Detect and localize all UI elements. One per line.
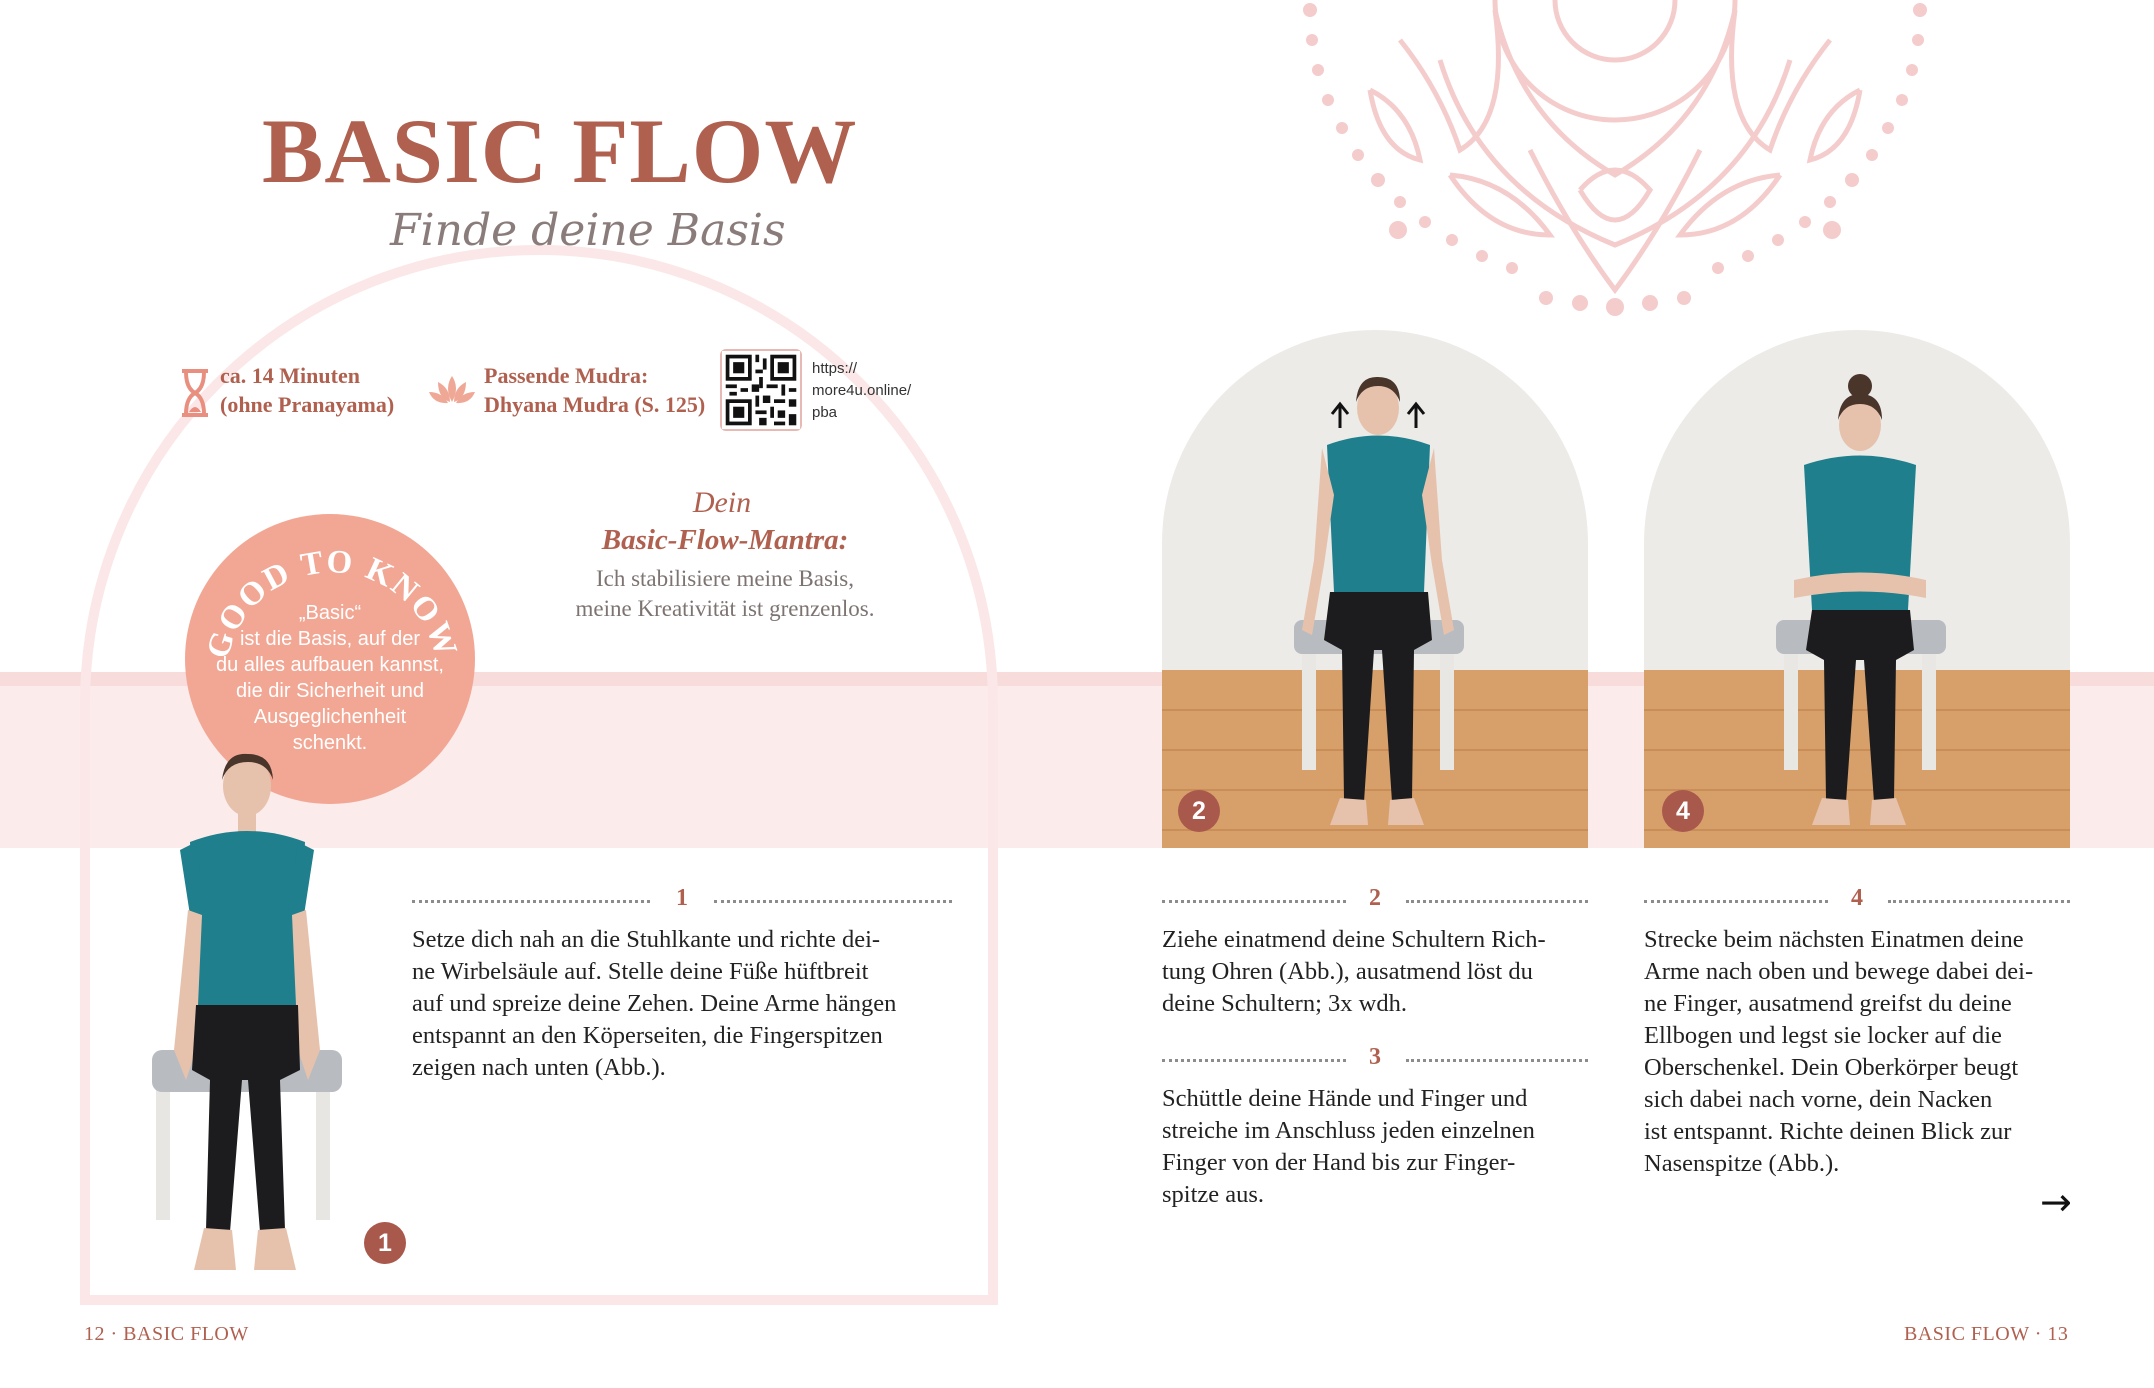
step-4-line-6: sich dabei nach vorne, dein Nacken	[1644, 1086, 1993, 1113]
step-1-line-3: auf und spreize deine Zehen. Deine Arme hängen	[412, 990, 897, 1017]
url-line-1: https://	[812, 360, 858, 377]
gtk-line-4: die dir Sicherheit und	[236, 680, 424, 702]
step-3-text	[1162, 1083, 1535, 1211]
step-2-number: 2	[1369, 885, 1381, 911]
mudra-line-1: Passende Mudra:	[484, 363, 649, 388]
url-line-3: pba	[812, 404, 838, 421]
step-2-line-1: Ziehe einatmend deine Schultern Rich-	[1162, 926, 1546, 953]
step-2-text	[1162, 924, 1546, 1020]
duration-info	[220, 361, 394, 419]
step-4-line-1: Strecke beim nächsten Einatmen deine	[1644, 926, 2024, 953]
step-2-line-3: deine Schultern; 3x wdh.	[1162, 990, 1407, 1017]
step-4-dots-right	[1888, 900, 2070, 903]
photo-2-illustration	[1162, 330, 1588, 848]
step-1-line-5: zeigen nach unten (Abb.).	[412, 1054, 666, 1081]
step-4-line-4: Ellbogen und legst sie locker auf die	[1644, 1022, 2002, 1049]
photo-pose-2	[1162, 330, 1588, 848]
photo-pose-1	[130, 750, 370, 1280]
step-1-line-4: entspannt an den Köperseiten, die Fingerspitzen	[412, 1022, 883, 1049]
step-4-number: 4	[1851, 885, 1863, 911]
step-3-line-2: streiche im Anschluss jeden einzelnen	[1162, 1117, 1535, 1144]
step-3-dots-left	[1162, 1059, 1346, 1062]
step-1-text	[412, 924, 896, 1084]
lotus-icon	[428, 374, 476, 406]
good-to-know-text	[195, 600, 465, 756]
qr-code[interactable]	[720, 349, 802, 431]
step-1-heading	[412, 885, 952, 915]
mantra-line-2: meine Kreativität ist grenzenlos.	[575, 596, 875, 621]
step-4-text	[1644, 924, 2033, 1180]
hourglass-icon	[180, 368, 210, 418]
mantra-dein: Dein	[692, 486, 752, 519]
step-2-dots-left	[1162, 900, 1346, 903]
step-2-line-2: tung Ohren (Abb.), ausatmend löst du	[1162, 958, 1533, 985]
footer-right: BASIC FLOW · 13	[1904, 1323, 2069, 1345]
link-url[interactable]	[812, 358, 911, 424]
step-1-number: 1	[676, 885, 688, 911]
step-4-heading	[1644, 885, 2070, 915]
gtk-line-5: Ausgeglichenheit	[253, 706, 407, 728]
step-1-dots-right	[714, 900, 952, 903]
step-3-dots-right	[1406, 1059, 1588, 1062]
step-3-heading	[1162, 1044, 1588, 1074]
url-line-2: more4u.online/	[812, 382, 912, 399]
step-2-dots-right	[1406, 900, 1588, 903]
step-1-line-2: ne Wirbelsäule auf. Stelle deine Füße hüftbreit	[412, 958, 869, 985]
step-1-dots-left	[412, 900, 650, 903]
step-4-line-7: ist entspannt. Richte deinen Blick zur	[1644, 1118, 2012, 1145]
mantra-title: Basic-Flow-Mantra:	[601, 524, 849, 556]
photo-4-badge: 4	[1662, 790, 1704, 832]
good-to-know-heading: GOOD TO KNOW	[199, 543, 465, 663]
step-4-line-5: Oberschenkel. Dein Oberkörper beugt	[1644, 1054, 2019, 1081]
mudra-info	[484, 361, 705, 419]
mudra-line-2: Dhyana Mudra (S. 125)	[484, 392, 706, 417]
photo-pose-4	[1644, 330, 2070, 848]
step-2-heading	[1162, 885, 1588, 915]
step-1-line-1: Setze dich nah an die Stuhlkante und richte dei-	[412, 926, 881, 953]
step-4-dots-left	[1644, 900, 1828, 903]
step-4-line-2: Arme nach oben und bewege dabei dei-	[1644, 958, 2034, 985]
photo-4-illustration	[1644, 330, 2070, 848]
duration-line-2: (ohne Pranayama)	[220, 392, 395, 417]
step-3-line-3: Finger von der Hand bis zur Finger-	[1162, 1149, 1516, 1176]
mantra-line-1: Ich stabilisiere meine Basis,	[595, 566, 855, 591]
gtk-line-3: du alles aufbauen kannst,	[216, 654, 444, 676]
gtk-line-1: „Basic“	[298, 602, 362, 624]
step-4-line-3: ne Finger, ausatmend greifst du deine	[1644, 990, 2012, 1017]
next-page-arrow-icon[interactable]: →	[2040, 1180, 2072, 1224]
step-3-number: 3	[1369, 1044, 1381, 1070]
mandala-decoration	[1290, 0, 1940, 330]
gtk-line-6: schenkt.	[292, 732, 368, 754]
qr-code-icon	[722, 351, 800, 429]
photo-2-badge: 2	[1178, 790, 1220, 832]
photo-1-badge: 1	[364, 1222, 406, 1264]
gtk-line-2: ist die Basis, auf der	[239, 628, 421, 650]
duration-line-1: ca. 14 Minuten	[220, 363, 360, 388]
page-title: BASIC FLOW	[262, 100, 858, 202]
step-3-line-1: Schüttle deine Hände und Finger und	[1162, 1085, 1528, 1112]
step-4-line-8: Nasenspitze (Abb.).	[1644, 1150, 1840, 1177]
mantra-text	[540, 564, 910, 624]
step-3-line-4: spitze aus.	[1162, 1181, 1265, 1208]
footer-left: 12 · BASIC FLOW	[84, 1323, 249, 1345]
page-subtitle: Finde deine Basis	[390, 205, 786, 256]
